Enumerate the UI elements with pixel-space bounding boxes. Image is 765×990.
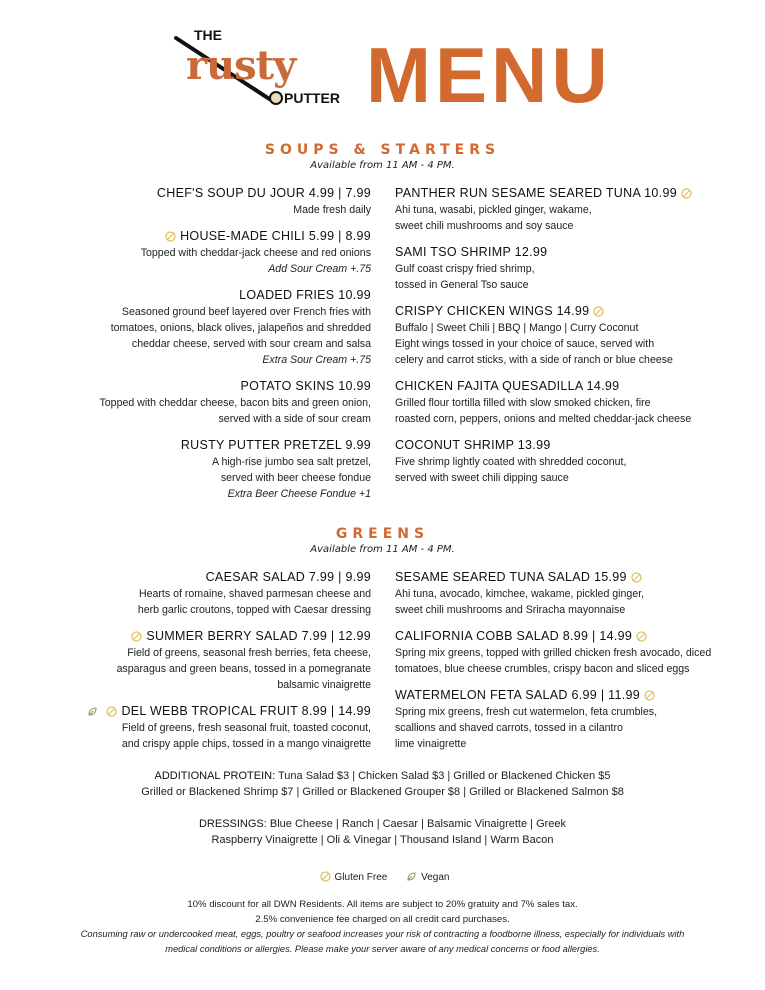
item-description: Seasoned ground beef layered over French fries with xyxy=(121,306,371,318)
item-description: herb garlic croutons, topped with Caesar dressing xyxy=(137,604,371,616)
footer-notes xyxy=(0,898,765,956)
menu-item xyxy=(36,627,371,693)
menu-item xyxy=(36,377,371,427)
item-description: Topped with cheddar cheese, bacon bits and green onion, xyxy=(99,397,371,409)
item-description: Field of greens, seasonal fresh berries, feta cheese, xyxy=(127,647,371,659)
menu-item xyxy=(36,568,371,618)
menu-item xyxy=(36,286,371,368)
item-description: Topped with cheddar-jack cheese and red onions xyxy=(140,247,371,259)
legend-vegan: Vegan xyxy=(421,872,450,883)
item-description: balsamic vinaigrette xyxy=(277,679,371,691)
gluten-free-icon xyxy=(631,572,642,583)
logo-the: THE xyxy=(194,27,222,43)
dressings-line2: Raspberry Vinaigrette | Oli & Vinegar | Thousand Island | Warm Bacon xyxy=(211,834,554,846)
dressings-label: DRESSINGS: xyxy=(198,818,267,830)
menu-item xyxy=(395,686,757,752)
greens-left-column xyxy=(36,568,371,761)
item-description: scallions and shaved carrots, tossed in a cilantro xyxy=(395,722,623,734)
item-title: CALIFORNIA COBB SALAD 8.99 | 14.99 xyxy=(395,629,633,643)
item-title: WATERMELON FETA SALAD 6.99 | 11.99 xyxy=(395,688,641,702)
gluten-free-icon xyxy=(593,306,604,317)
gluten-free-icon xyxy=(681,188,692,199)
menu-item xyxy=(395,243,757,293)
item-description: Field of greens, fresh seasonal fruit, toasted coconut, xyxy=(121,722,371,734)
item-description: served with sweet chili dipping sauce xyxy=(395,472,569,484)
section-subtitle: Available from 11 AM - 4 PM. xyxy=(310,160,455,171)
item-description: Gulf coast crispy fried shrimp, xyxy=(395,263,535,275)
item-description: Grilled flour tortilla filled with slow smoked chicken, fire xyxy=(395,397,651,409)
item-description: tossed in General Tso sauce xyxy=(395,279,529,291)
protein-label: ADDITIONAL PROTEIN: xyxy=(154,770,276,782)
item-description: sweet chili mushrooms and Sriracha mayonnaise xyxy=(395,604,626,616)
item-description: Spring mix greens, topped with grilled chicken fresh avocado, diced xyxy=(395,647,712,659)
greens-header xyxy=(0,526,765,555)
menu-item xyxy=(395,627,757,677)
note-fee: 2.5% convenience fee charged on all credit card purchases. xyxy=(255,913,510,925)
item-extra: Extra Beer Cheese Fondue +1 xyxy=(227,488,371,500)
item-description: Spring mix greens, fresh cut watermelon, feta crumbles, xyxy=(395,706,658,718)
item-description: and crispy apple chips, tossed in a mango vinaigrette xyxy=(121,738,371,750)
menu-item xyxy=(395,436,757,486)
item-title: CAESAR SALAD 7.99 | 9.99 xyxy=(205,570,371,584)
item-description: Eight wings tossed in your choice of sauce, served with xyxy=(395,338,655,350)
menu-item xyxy=(395,568,757,618)
dressings-line1: Blue Cheese | Ranch | Caesar | Balsamic Vinaigrette | Greek xyxy=(266,818,567,830)
gluten-free-icon xyxy=(636,631,647,642)
legend xyxy=(0,870,765,886)
item-title: CHICKEN FAJITA QUESADILLA 14.99 xyxy=(395,379,620,393)
item-description: tomatoes, blue cheese crumbles, crispy bacon and sliced eggs xyxy=(395,663,690,675)
item-title: COCONUT SHRIMP 13.99 xyxy=(395,438,551,452)
soups-header xyxy=(0,142,765,171)
item-title: SAMI TSO SHRIMP 12.99 xyxy=(395,245,548,259)
menu-item xyxy=(395,377,757,427)
greens-right-column xyxy=(395,568,757,761)
item-description: celery and carrot sticks, with a side of ranch or blue cheese xyxy=(395,354,673,366)
item-description: Five shrimp lightly coated with shredded coconut, xyxy=(395,456,627,468)
item-description: cheddar cheese, served with sour cream and salsa xyxy=(131,338,371,350)
logo-putter: PUTTER xyxy=(284,90,340,106)
soups-right-column xyxy=(395,184,757,495)
menu-item xyxy=(36,436,371,502)
section-heading: SOUPS & STARTERS xyxy=(264,142,501,158)
section-subtitle: Available from 11 AM - 4 PM. xyxy=(310,544,455,555)
soups-left-column xyxy=(36,184,371,511)
note-warning-1: Consuming raw or undercooked meat, eggs, poultry or seafood increases your risk of contracting a foodborne illness, especially for individuals with xyxy=(80,929,685,939)
item-description: tomatoes, onions, black olives, jalapeños and shredded xyxy=(110,322,371,334)
item-description: served with beer cheese fondue xyxy=(220,472,371,484)
menu-item xyxy=(36,184,371,218)
item-description: sweet chili mushrooms and soy sauce xyxy=(395,220,574,232)
item-title: CHEF'S SOUP DU JOUR 4.99 | 7.99 xyxy=(156,186,371,200)
item-title: RUSTY PUTTER PRETZEL 9.99 xyxy=(180,438,371,452)
item-description: A high-rise jumbo sea salt pretzel, xyxy=(212,456,371,468)
item-description: roasted corn, peppers, onions and melted cheddar-jack cheese xyxy=(395,413,692,425)
menu-item xyxy=(36,227,371,277)
menu-item xyxy=(395,302,757,368)
item-description: lime vinaigrette xyxy=(395,738,467,750)
dressings xyxy=(0,816,765,848)
menu-item xyxy=(36,702,371,752)
item-title: POTATO SKINS 10.99 xyxy=(240,379,371,393)
item-description: served with a side of sour cream xyxy=(218,413,371,425)
protein-line2: Grilled or Blackened Shrimp $7 | Grilled or Blackened Grouper $8 | Grilled or Blackened Salmon $8 xyxy=(141,786,624,798)
item-description: Ahi tuna, wasabi, pickled ginger, wakame, xyxy=(395,204,592,216)
item-title: HOUSE-MADE CHILI 5.99 | 8.99 xyxy=(180,229,371,243)
additional-protein xyxy=(0,768,765,800)
item-title: SESAME SEARED TUNA SALAD 15.99 xyxy=(395,570,627,584)
gluten-free-icon xyxy=(165,231,176,242)
menu-item xyxy=(395,184,757,234)
item-title: LOADED FRIES 10.99 xyxy=(239,288,371,302)
item-title: DEL WEBB TROPICAL FRUIT 8.99 | 14.99 xyxy=(121,704,371,718)
item-description: Made fresh daily xyxy=(293,204,371,216)
vegan-leaf-icon xyxy=(87,706,98,717)
page-title: MENU xyxy=(366,31,612,119)
item-extra: Add Sour Cream +.75 xyxy=(268,263,371,275)
gluten-free-icon xyxy=(644,690,655,701)
item-title: PANTHER RUN SESAME SEARED TUNA 10.99 xyxy=(395,186,677,200)
note-warning-2: medical conditions or allergies. Please make your server aware of any medical concerns or food allergies. xyxy=(165,943,600,954)
logo xyxy=(172,28,357,113)
item-description: Hearts of romaine, shaved parmesan cheese and xyxy=(138,588,371,600)
item-title: CRISPY CHICKEN WINGS 14.99 xyxy=(395,304,590,318)
gluten-free-icon xyxy=(131,631,142,642)
protein-line1: Tuna Salad $3 | Chicken Salad $3 | Grilled or Blackened Chicken $5 xyxy=(275,770,611,782)
section-heading: GREENS xyxy=(335,526,430,542)
gluten-free-icon xyxy=(106,706,117,717)
item-title: SUMMER BERRY SALAD 7.99 | 12.99 xyxy=(146,629,371,643)
item-description: Ahi tuna, avocado, kimchee, wakame, pickled ginger, xyxy=(395,588,645,600)
vegan-leaf-icon xyxy=(406,871,417,882)
item-extra: Extra Sour Cream +.75 xyxy=(262,354,371,366)
logo-rusty: rusty xyxy=(186,42,296,89)
note-discount: 10% discount for all DWN Residents. All items are subject to 20% gratuity and 7% sales tax. xyxy=(187,899,578,910)
item-description: Buffalo | Sweet Chili | BBQ | Mango | Curry Coconut xyxy=(395,322,639,334)
gluten-free-icon xyxy=(320,871,331,882)
legend-gluten-free: Gluten Free xyxy=(334,872,388,883)
item-description: asparagus and green beans, tossed in a pomegranate xyxy=(116,663,371,675)
